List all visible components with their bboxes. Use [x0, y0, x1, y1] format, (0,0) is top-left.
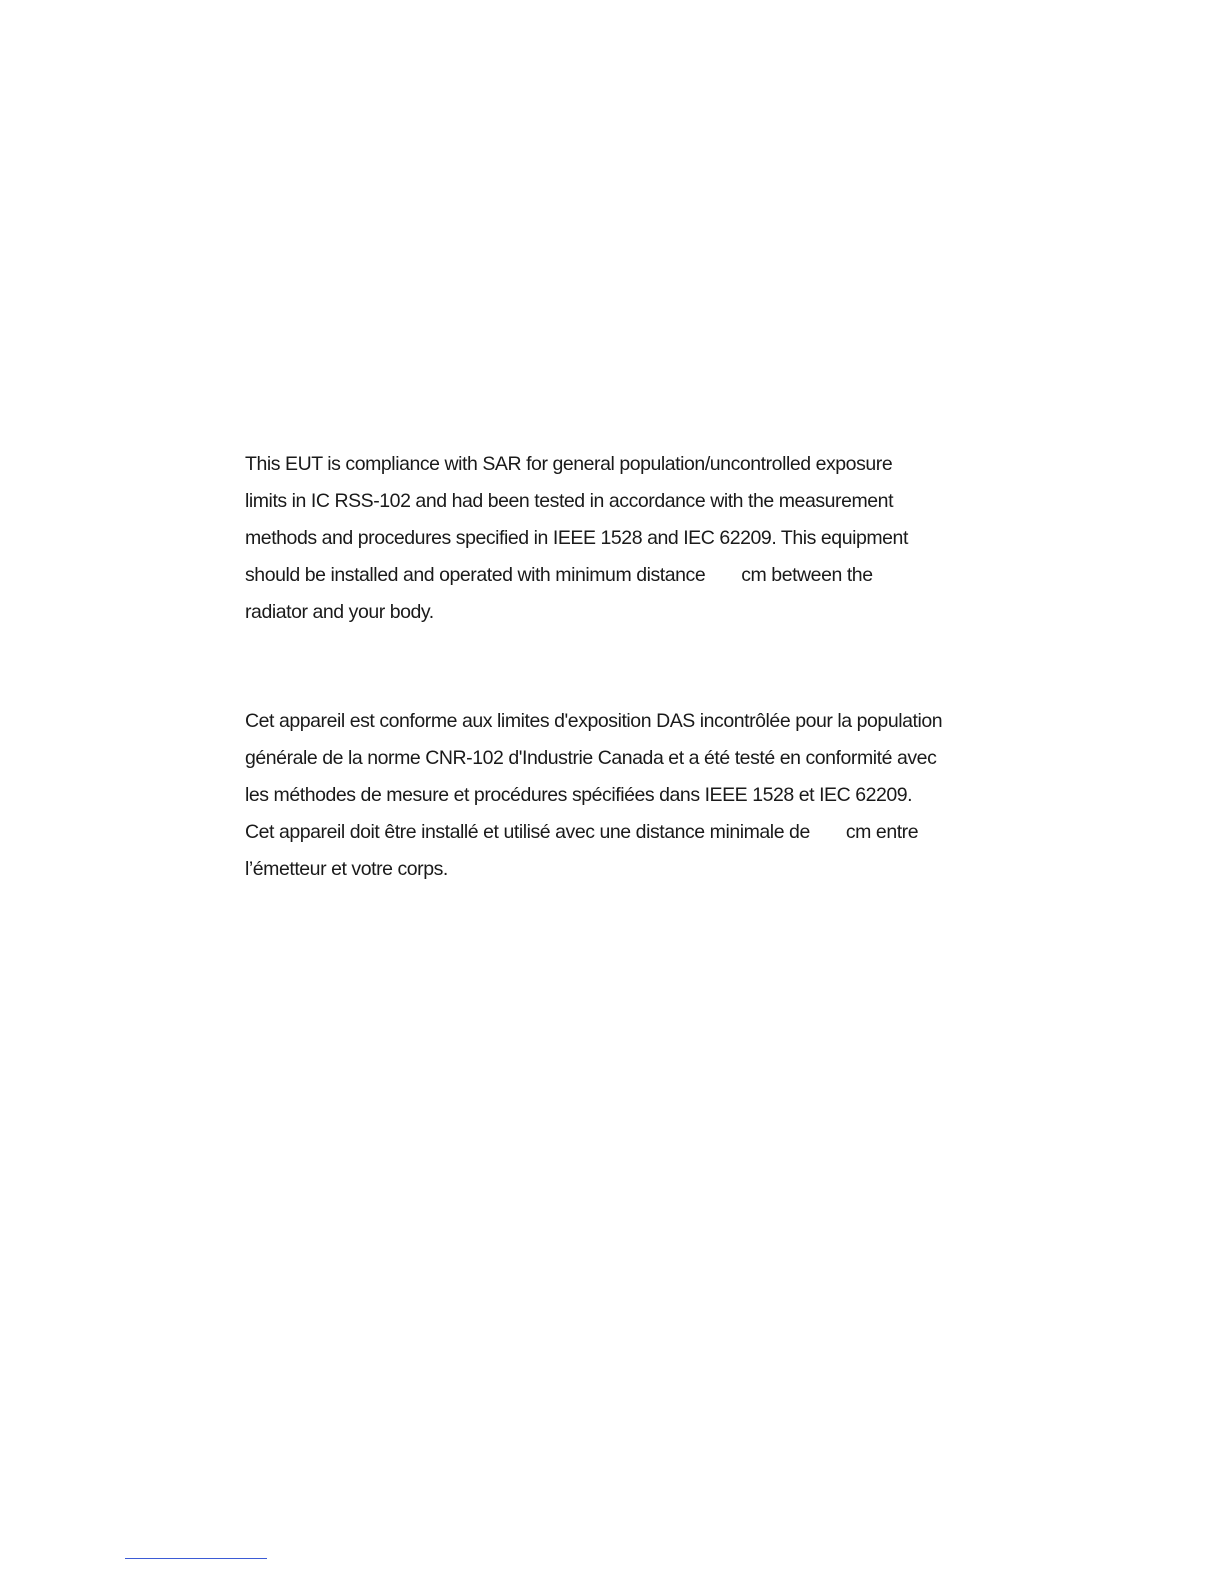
- notice-line: limits in IC RSS-102 and had been tested in accordance with the measurement: [245, 490, 894, 512]
- notice-line: générale de la norme CNR-102 d'Industrie Canada et a été testé en conformité avec: [245, 747, 937, 769]
- english-sar-notice: [245, 446, 945, 631]
- distance-text-after: cm between the: [741, 564, 873, 586]
- notice-line-distance: [245, 557, 945, 594]
- notice-line: Cet appareil est conforme aux limites d'exposition DAS incontrôlée pour la population: [245, 710, 943, 732]
- distance-text-after: cm entre: [845, 821, 919, 843]
- notice-line: This EUT is compliance with SAR for general population/uncontrolled exposure: [245, 453, 893, 475]
- notice-line: l’émetteur et votre corps.: [245, 858, 448, 880]
- notice-line: les méthodes de mesure et procédures spécifiées dans IEEE 1528 et IEC 62209.: [245, 784, 913, 806]
- notice-line-distance: [245, 814, 1005, 851]
- french-sar-notice: [245, 703, 1005, 888]
- notice-line: radiator and your body.: [245, 601, 434, 623]
- distance-text-before: should be installed and operated with minimum distance: [245, 564, 706, 586]
- distance-text-before: Cet appareil doit être installé et utilisé avec une distance minimale de: [245, 821, 810, 843]
- footnote-separator-line: [125, 1558, 267, 1559]
- notice-line: methods and procedures specified in IEEE 1528 and IEC 62209. This equipment: [245, 527, 908, 549]
